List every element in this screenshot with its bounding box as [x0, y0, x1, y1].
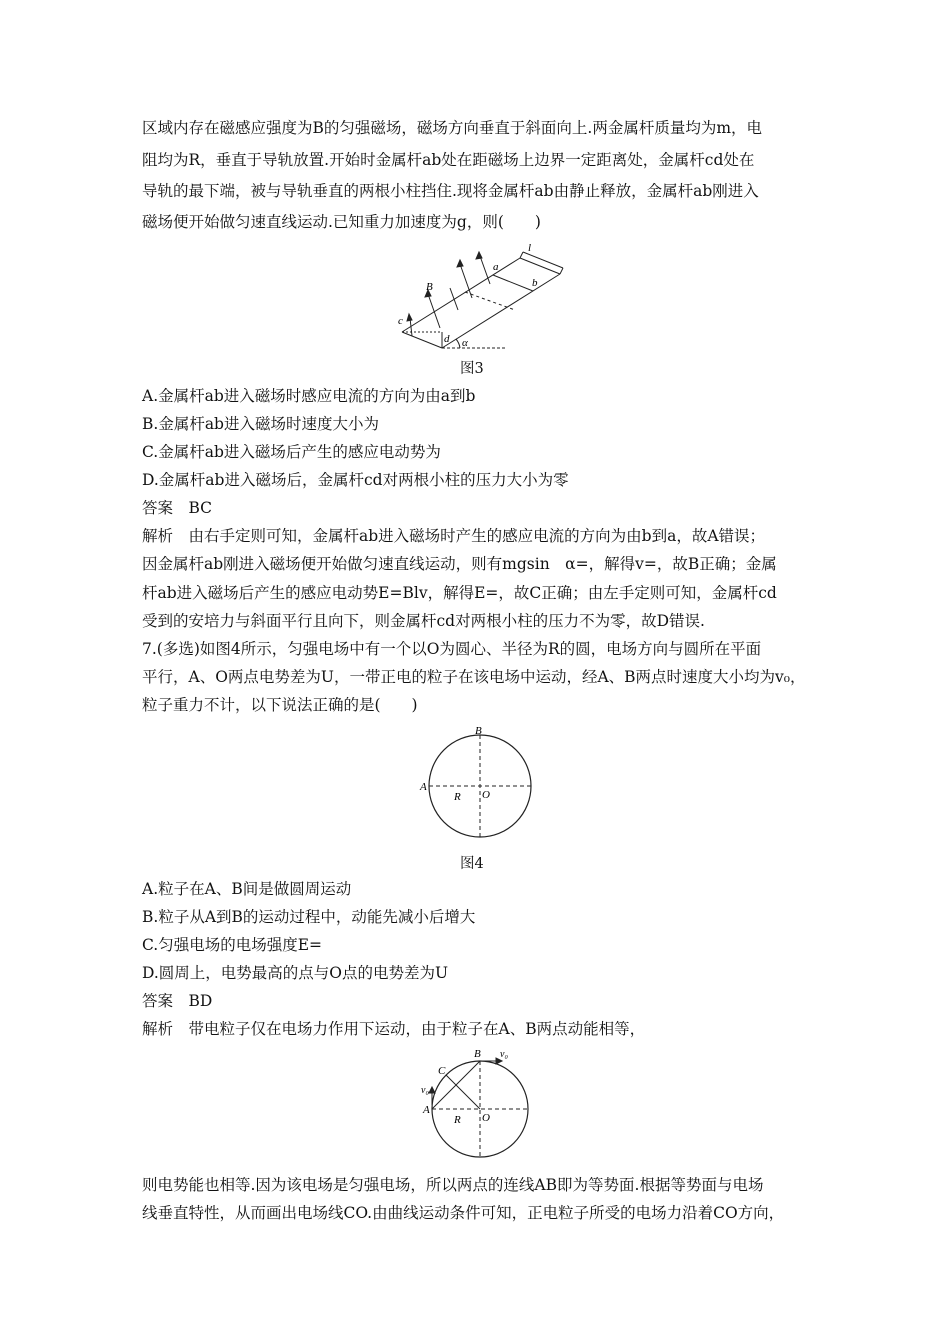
figure-label-B: B: [475, 725, 482, 737]
problem7-option-a: A.粒子在A、B间是做圆周运动: [142, 880, 352, 898]
problem7-option-d: D.圆周上，电势最高的点与O点的电势差为U: [142, 964, 449, 982]
figure-label-B: B: [474, 1048, 481, 1060]
figure-label-b: b: [532, 277, 538, 289]
figure-label-a: a: [493, 261, 499, 273]
figure-label-A: A: [423, 1104, 430, 1116]
figure-4-circle: [410, 722, 540, 842]
figure-4-caption: 图4: [460, 856, 484, 872]
figure-label-c: c: [398, 315, 403, 327]
problem7-option-b: B.粒子从A到B的运动过程中，动能先减小后增大: [142, 908, 476, 926]
problem6-stem-line: 阻均为R，垂直于导轨放置.开始时金属杆ab处在距磁场上边界一定距离处，金属杆cd处在: [142, 151, 755, 169]
figure-label-O: O: [482, 789, 490, 801]
figure-label-R: R: [454, 791, 461, 803]
problem6-analysis-line: 受到的安培力与斜面平行且向下，则金属杆cd对两根小柱的压力不为零，故D错误.: [142, 612, 705, 630]
problem6-stem-line: 区域内存在磁感应强度为B的匀强磁场，磁场方向垂直于斜面向上.两金属杆质量均为m，电: [142, 119, 763, 137]
figure-label-v0-top: v₀: [500, 1049, 508, 1060]
problem7-answer: 答案 BD: [142, 992, 213, 1010]
figure-3-incline-rails: [390, 240, 570, 355]
figure-label-alpha: α: [462, 337, 468, 349]
analysis-figure-circle: [418, 1045, 538, 1163]
problem6-option-a: A.金属杆ab进入磁场时感应电流的方向为由a到b: [142, 387, 476, 405]
problem6-stem-line: 磁场便开始做匀速直线运动.已知重力加速度为g，则( ): [142, 213, 541, 231]
figure-label-l: l: [528, 242, 532, 254]
problem6-option-b: B.金属杆ab进入磁场时速度大小为: [142, 415, 379, 433]
figure-label-O: O: [482, 1112, 490, 1124]
figure-3-caption: 图3: [460, 361, 484, 377]
problem6-option-d: D.金属杆ab进入磁场后，金属杆cd对两根小柱的压力大小为零: [142, 471, 569, 489]
figure-label-v0-left: v₀: [421, 1085, 429, 1096]
problem7-stem-line: 7.(多选)如图4所示，匀强电场中有一个以O为圆心、半径为R的圆，电场方向与圆所在平面: [142, 640, 762, 658]
problem6-stem-line: 导轨的最下端，被与导轨垂直的两根小柱挡住.现将金属杆ab由静止释放，金属杆ab刚进入: [142, 182, 759, 200]
problem7-analysis-line: 线垂直特性，从而画出电场线CO.由曲线运动条件可知，正电粒子所受的电场力沿着CO方向，: [142, 1204, 785, 1222]
figure-label-R: R: [454, 1114, 461, 1126]
problem7-analysis-line: 解析 带电粒子仅在电场力作用下运动，由于粒子在A、B两点动能相等，: [142, 1020, 646, 1038]
problem7-analysis-line: 则电势能也相等.因为该电场是匀强电场，所以两点的连线AB即为等势面.根据等势面与电场: [142, 1176, 764, 1194]
figure-label-B: B: [426, 281, 433, 293]
problem6-option-c: C.金属杆ab进入磁场后产生的感应电动势为: [142, 443, 441, 461]
figure-label-A: A: [420, 781, 427, 793]
problem7-option-c: C.匀强电场的电场强度E=: [142, 936, 323, 954]
problem7-stem-line: 平行，A、O两点电势差为U，一带正电的粒子在该电场中运动，经A、B两点时速度大小均为v₀，: [142, 668, 806, 686]
problem6-analysis-line: 杆ab进入磁场后产生的感应电动势E=Blv，解得E=，故C正确；由左手定则可知，金属杆cd: [142, 584, 777, 602]
figure-label-C: C: [438, 1065, 446, 1077]
figure-label-d: d: [444, 333, 450, 345]
problem7-stem-line: 粒子重力不计，以下说法正确的是( ): [142, 696, 418, 714]
problem6-analysis-line: 因金属杆ab刚进入磁场便开始做匀速直线运动，则有mgsin α=，解得v=，故B正确；金属: [142, 555, 777, 573]
problem6-answer: 答案 BC: [142, 499, 213, 517]
problem6-analysis-line: 解析 由右手定则可知，金属杆ab进入磁场时产生的感应电流的方向为由b到a，故A错误；: [142, 527, 766, 545]
